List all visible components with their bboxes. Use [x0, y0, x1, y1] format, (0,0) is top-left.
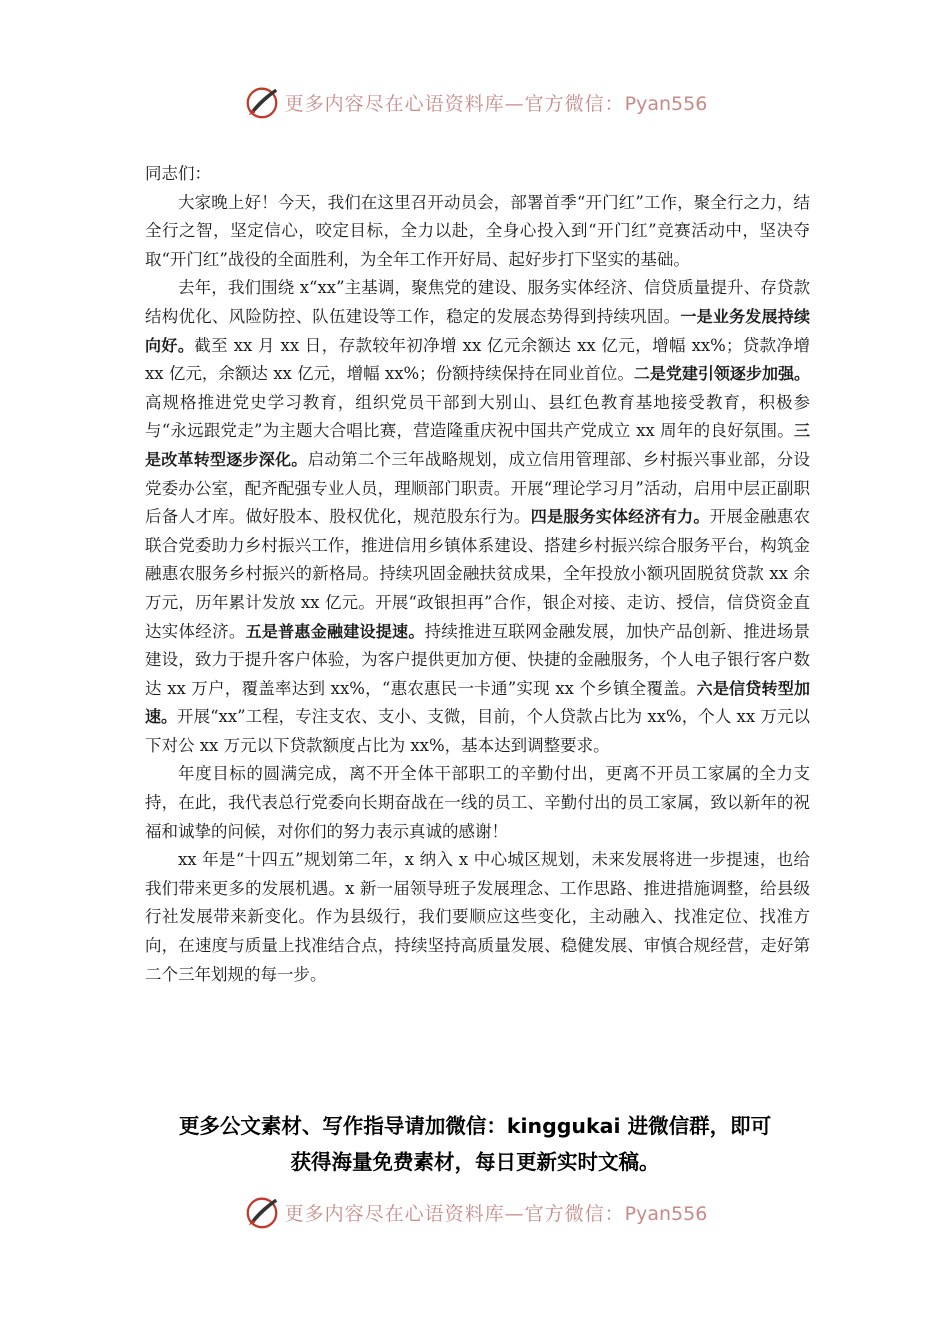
highlight-2: 二是党建引领逐步加强。 — [633, 364, 810, 384]
pen-nib-logo-icon — [243, 1193, 281, 1231]
promo-notice — [120, 1108, 830, 1180]
banner-text: 更多内容尽在心语资料库—官方微信：Pyan556 — [284, 92, 708, 115]
banner-text: 更多内容尽在心语资料库—官方微信：Pyan556 — [284, 1202, 708, 1225]
paragraph-4: xx 年是“十四五”规划第二年，x 纳入 x 中心城区规划，未来发展将进一步提速，也给我们带来更多的发展机遇。x 新一届领导班子发展理念、工作思路、推进措施调整，给县级行社发展带来新变化。作为县级行，我们要顺应这些变化，主动融入、找准定位、找准方向，在速度与质量上找准结合点，持续坚持高质量发展、稳健发展、审慎合规经营，走好第二个三年划规的每一步。 — [145, 850, 810, 984]
header-banner — [0, 80, 950, 124]
highlight-3: 三是改革转型逐步深化。 — [145, 421, 810, 469]
highlight-6: 六是信贷转型加速。 — [145, 678, 810, 727]
highlight-1: 一是业务发展持续向好。 — [145, 306, 810, 355]
promo-line-1: 更多公文素材、写作指导请加微信：kinggukai 进微信群，即可 — [178, 1114, 772, 1138]
paragraph-1: 大家晚上好！今天，我们在这里召开动员会，部署首季“开门红”工作，聚全行之力，结全行之智，坚定信心，咬定目标，全力以赴，全身心投入到“开门红”竞赛活动中，坚决夺取“开门红”战役的全面胜利，为全年工作开好局、起好步打下坚实的基础。 — [145, 192, 810, 269]
footer-banner — [0, 1190, 950, 1234]
highlight-5: 五是普惠金融建设提速。 — [245, 621, 425, 641]
greeting: 同志们： — [145, 164, 211, 183]
wechat-id: Pyan556 — [624, 92, 708, 115]
paragraph-3: 年度目标的圆满完成，离不开全体干部职工的辛勤付出，更离不开员工家属的全力支持，在此，我代表总行党委向长期奋战在一线的员工、辛勤付出的员工家属，致以新年的祝福和诚挚的问候，对你们的努力表示真诚的感谢！ — [145, 764, 810, 841]
document-body — [145, 160, 810, 989]
pen-nib-logo-icon — [243, 83, 281, 121]
paragraph-2: 去年，我们围绕 x“xx”主基调，聚焦党的建设、服务实体经济、信贷质量提升、存贷款结构优化、风险防控、队伍建设等工作，稳定的发展态势得到持续巩固。一是业务发展持续向好。截至 xx 月 xx 日，存款较年初净增 xx 亿元余额达 xx 亿元，增幅 xx%；贷款净增 xx 亿元，余额达 xx 亿元，增幅 xx%；份额持续保持在同业首位。二是党建引领逐步加强。高规格推进党史学习教育，组织党员干部到大别山、县红色教育基地接受教育，积极参与“永远跟党走”为主题大合唱比赛，营造隆重庆祝中国共产党成立 xx 周年的良好氛围。三是改革转型逐步深化。启动第二个三年战略规划，成立信用管理部、乡村振兴事业部，分设党委办公室，配齐配强专业人员，理顺部门职责。开展“理论学习月”活动，启用中层正副职后备人才库。做好股本、股权优化，规范股东行为。四是服务实体经济有力。开展金融惠农联合党委助力乡村振兴工作，推进信用乡镇体系建设、搭建乡村振兴综合服务平台，构筑金融惠农服务乡村振兴的新格局。持续巩固金融扶贫成果，全年投放小额巩固脱贫贷款 xx 余万元，历年累计发放 xx 亿元。开展“政银担再”合作，银企对接、走访、授信，信贷资金直达实体经济。五是普惠金融建设提速。持续推进互联网金融发展，加快产品创新、推进场景建设，致力于提升客户体验，为客户提供更加方便、快捷的金融服务，个人电子银行客户数达 xx 万户，覆盖率达到 xx%，“惠农惠民一卡通”实现 xx 个乡镇全覆盖。六是信贷转型加速。开展“xx”工程，专注支农、支小、支微，目前，个人贷款占比为 xx%，个人 xx 万元以下对公 xx 万元以下贷款额度占比为 xx%，基本达到调整要求。 — [145, 278, 811, 755]
highlight-4: 四是服务实体经济有力。 — [530, 507, 710, 527]
wechat-id: Pyan556 — [624, 1202, 708, 1225]
promo-line-2: 获得海量免费素材，每日更新实时文稿。 — [290, 1150, 660, 1174]
